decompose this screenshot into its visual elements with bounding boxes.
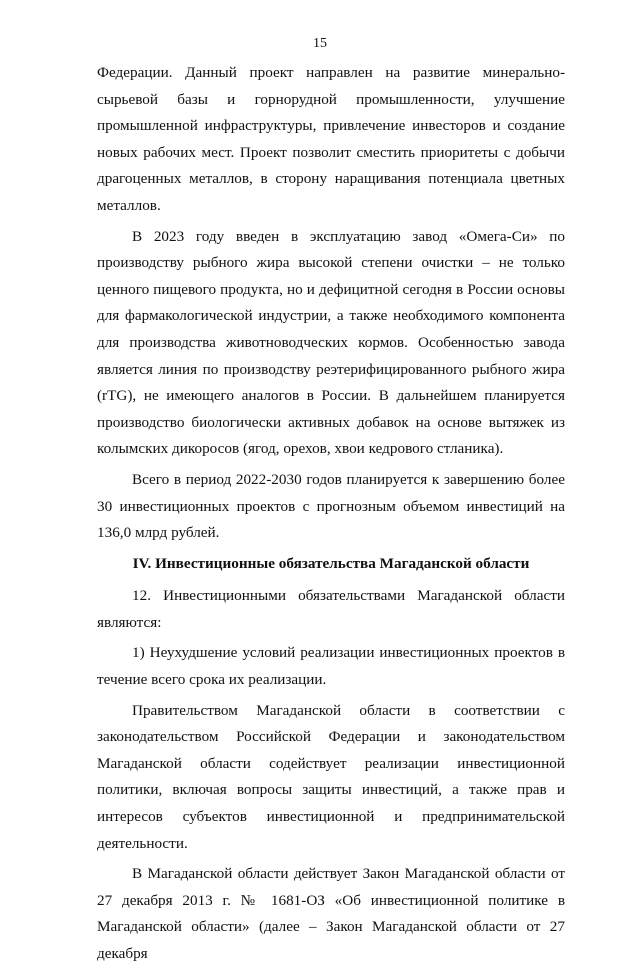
paragraph: Всего в период 2022-2030 годов планируется к завершению более 30 инвестиционных проектов с прогнозным объемом инвестиций на 136,0 млрд рублей. — [97, 470, 565, 542]
document-body — [97, 60, 565, 968]
paragraph: В 2023 году введен в эксплуатацию завод «Омега-Си» по производству рыбного жира высокой степени очистки – не только ценного пищевого продукта, но и дефицитной сегодня в России основы для фармакологической индустрии, а также необходимого компонента для производства животноводческих кормов. Особенностью завода является линия по производству реэтерифицированного рыбного жира (rTG), не имеющего аналогов в России. В дальнейшем планируется производство биологически активных добавок на основе вытяжек из колымских дикоросов (ягод, орехов, хвои кедрового стланика). — [97, 227, 565, 458]
paragraph: Федерации. Данный проект направлен на развитие минерально-сырьевой базы и горнорудной промышленности, улучшение промышленной инфраструктуры, привлечение инвесторов и создание новых рабочих мест. Проект позволит сместить приоритеты с добычи драгоценных металлов, в сторону наращивания потенциала цветных металлов. — [97, 64, 565, 214]
paragraph: 12. Инвестиционными обязательствами Магаданской области являются: — [97, 587, 565, 631]
page-number: 15 — [313, 36, 327, 51]
section-heading: IV. Инвестиционные обязательства Магаданской области — [132, 554, 530, 572]
paragraph: 1) Неухудшение условий реализации инвестиционных проектов в течение всего срока их реализации. — [97, 644, 565, 689]
paragraph: Правительством Магаданской области в соответствии с законодательством Российской Федерации и законодательством Магаданской области содействует реализации инвестиционной политики, включая вопросы защиты инвестиций, а также прав и интересов субъектов инвестиционной и предпринимательской деятельности. — [97, 701, 565, 852]
paragraph: В Магаданской области действует Закон Магаданской области от 27 декабря 2013 г. № 1681-ОЗ «Об инвестиционной политике в Магаданской области» (далее – Закон Магаданской области от 27 декабря — [97, 865, 565, 962]
